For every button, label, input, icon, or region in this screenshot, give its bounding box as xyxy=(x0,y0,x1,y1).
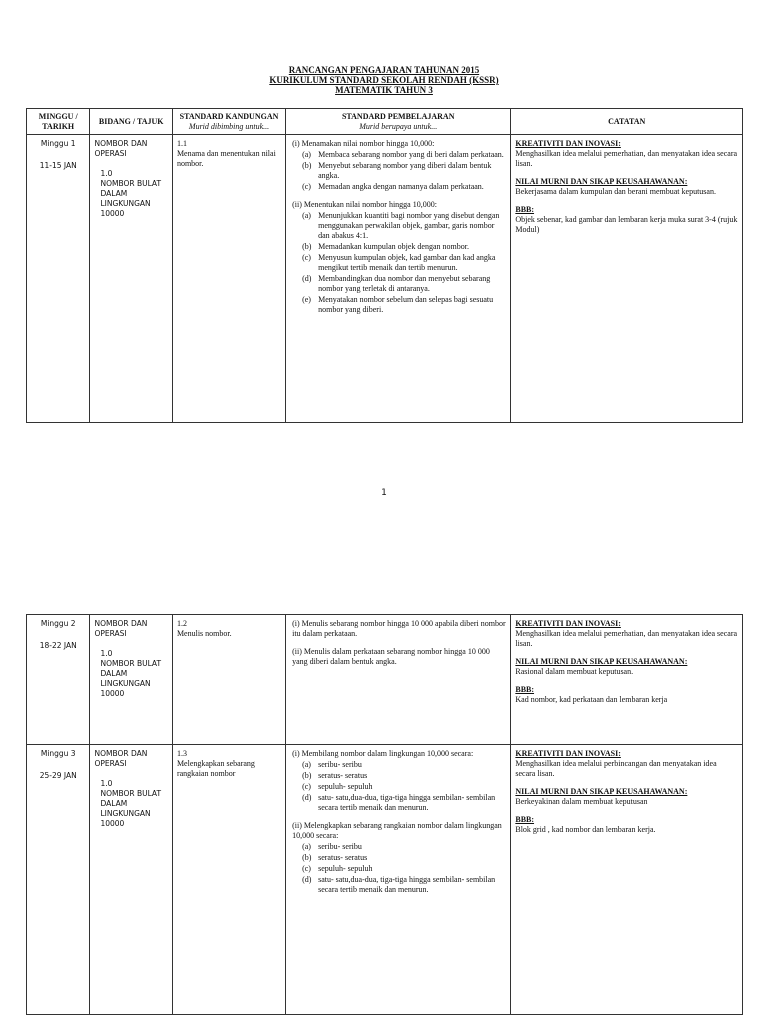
minggu-label: Minggu 2 xyxy=(40,619,76,628)
sp-item-text: Membandingkan dua nombor dan menyebut sebarang nombor yang terletak di antaranya. xyxy=(318,274,491,293)
document-title-block xyxy=(0,65,768,95)
sp-group-heading: (i) Menulis sebarang nombor hingga 10 000 apabila diberi nombor itu dalam perkataan. xyxy=(292,619,506,638)
sp-group xyxy=(290,647,506,667)
bidang-label: NOMBOR DAN OPERASI xyxy=(94,749,148,768)
bidang-label: NOMBOR DAN OPERASI xyxy=(94,139,148,158)
standard-pembelajaran-cell xyxy=(286,615,511,745)
sp-group-heading: (ii) Melengkapkan sebarang rangkaian nombor dalam lingkungan 10,000 secara: xyxy=(292,821,502,840)
sp-item xyxy=(302,782,506,792)
tajuk-block xyxy=(94,169,167,219)
minggu-cell xyxy=(27,745,90,1015)
tajuk-label: NOMBOR BULAT DALAM LINGKUNGAN 10000 xyxy=(100,789,162,828)
sp-item xyxy=(302,771,506,781)
tajuk-code: 1.0 xyxy=(100,779,113,788)
sk-text: Menulis nombor. xyxy=(176,629,232,638)
catatan-heading: KREATIVITI DAN INOVASI: xyxy=(515,619,621,628)
sp-item-text: Membaca sebarang nombor yang di beri dalam perkataan. xyxy=(318,150,504,159)
sp-item xyxy=(302,242,506,252)
minggu-cell xyxy=(27,135,90,423)
header-standard-kandungan: STANDARD KANDUNGAN Murid dibimbing untuk... xyxy=(172,109,285,135)
sp-item-text: seribu- seribu xyxy=(318,842,362,851)
catatan-text: Menghasilkan idea melalui pemerhatian, dan menyatakan idea secara lisan. xyxy=(515,149,738,168)
sp-item xyxy=(302,842,506,852)
sp-item xyxy=(302,253,506,273)
sp-group xyxy=(290,200,506,315)
sp-item-text: sepuluh- sepuluh xyxy=(318,782,373,791)
subject-title: MATEMATIK TAHUN 3 xyxy=(335,85,433,95)
sp-item-text: Menyebut sebarang nombor yang diberi dalam bentuk angka. xyxy=(318,161,492,180)
catatan-text: Berkeyakinan dalam membuat keputusan xyxy=(515,797,648,806)
catatan-heading: BBB: xyxy=(515,685,535,694)
sp-item-text: sepuluh- sepuluh xyxy=(318,864,373,873)
sp-item xyxy=(302,853,506,863)
lesson-plan-table-page-1 xyxy=(26,108,743,423)
tarikh-label: 18-22 JAN xyxy=(39,641,77,650)
catatan-text: Blok grid , kad nombor dan lembaran kerja. xyxy=(515,825,656,834)
standard-pembelajaran-cell xyxy=(286,135,511,423)
standard-pembelajaran-cell xyxy=(286,745,511,1015)
catatan-heading: BBB: xyxy=(515,815,535,824)
table-row xyxy=(27,745,743,1015)
catatan-cell xyxy=(511,745,743,1015)
minggu-label: Minggu 3 xyxy=(40,749,76,758)
sp-item-key: (c) xyxy=(302,864,311,873)
header-catatan: CATATAN xyxy=(511,109,743,135)
sk-text: Menama dan menentukan nilai nombor. xyxy=(176,149,276,168)
sp-item xyxy=(302,211,506,241)
curriculum-title: KURIKULUM STANDARD SEKOLAH RENDAH (KSSR) xyxy=(269,75,499,85)
sp-item xyxy=(302,182,506,192)
sp-item xyxy=(302,150,506,160)
table-header-row xyxy=(27,109,743,135)
sp-item xyxy=(302,875,506,895)
sk-code: 1.1 xyxy=(176,139,187,148)
catatan-text: Bekerjasama dalam kumpulan dan berani membuat keputusan. xyxy=(515,187,716,196)
standard-kandungan-cell xyxy=(172,135,285,423)
sp-item-key: (b) xyxy=(302,242,312,251)
sp-group-heading: (i) Menamakan nilai nombor hingga 10,000: xyxy=(292,139,435,148)
table-row xyxy=(27,135,743,423)
sp-item xyxy=(302,274,506,294)
catatan-heading: NILAI MURNI DAN SIKAP KEUSAHAWANAN: xyxy=(515,787,688,796)
tarikh-label: 25-29 JAN xyxy=(39,771,77,780)
standard-kandungan-cell xyxy=(172,745,285,1015)
sp-item xyxy=(302,295,506,315)
catatan-cell xyxy=(511,615,743,745)
catatan-text: Menghasilkan idea melalui perbincangan dan menyatakan idea secara lisan. xyxy=(515,759,717,778)
sp-item-key: (d) xyxy=(302,793,312,802)
sp-item-text: seratus- seratus xyxy=(318,771,368,780)
sp-group-heading: (i) Membilang nombor dalam lingkungan 10,000 secara: xyxy=(292,749,474,758)
sp-group-heading: (ii) Menentukan nilai nombor hingga 10,000: xyxy=(292,200,437,209)
sp-item-key: (a) xyxy=(302,842,311,851)
table-row xyxy=(27,615,743,745)
sp-item-key: (d) xyxy=(302,875,312,884)
sp-item xyxy=(302,161,506,181)
sp-item-key: (c) xyxy=(302,782,311,791)
tajuk-block xyxy=(94,649,167,699)
sp-item-text: satu- satu,dua-dua, tiga-tiga hingga sembilan- sembilan secara tertib menaik dan menurun. xyxy=(318,875,496,894)
minggu-cell xyxy=(27,615,90,745)
sp-group xyxy=(290,821,506,895)
sp-item-text: Menunjukkan kuantiti bagi nombor yang disebut dengan menggunakan perwakilan objek, gambar, garis nombor dan abakus 4:1. xyxy=(318,211,500,240)
catatan-text: Rasional dalam membuat keputusan. xyxy=(515,667,634,676)
tarikh-label: 11-15 JAN xyxy=(39,161,77,170)
sp-item-text: Memadankan kumpulan objek dengan nombor. xyxy=(318,242,469,251)
tajuk-code: 1.0 xyxy=(100,649,113,658)
tajuk-code: 1.0 xyxy=(100,169,113,178)
sp-item-key: (e) xyxy=(302,295,311,304)
header-bidang: BIDANG / TAJUK xyxy=(90,109,172,135)
catatan-heading: NILAI MURNI DAN SIKAP KEUSAHAWANAN: xyxy=(515,177,688,186)
sp-item-key: (b) xyxy=(302,771,312,780)
sp-item-text: Menyusun kumpulan objek, kad gambar dan kad angka mengikut tertib menaik dan tertib menurun. xyxy=(318,253,496,272)
catatan-text: Objek sebenar, kad gambar dan lembaran kerja muka surat 3-4 (rujuk Modul) xyxy=(515,215,738,234)
catatan-text: Menghasilkan idea melalui pemerhatian, dan menyatakan idea secara lisan. xyxy=(515,629,738,648)
minggu-label: Minggu 1 xyxy=(40,139,76,148)
catatan-text: Kad nombor, kad perkataan dan lembaran kerja xyxy=(515,695,668,704)
lesson-plan-table-page-2 xyxy=(26,614,743,1015)
catatan-heading: KREATIVITI DAN INOVASI: xyxy=(515,139,621,148)
sp-group xyxy=(290,619,506,639)
sp-group-heading: (ii) Menulis dalam perkataan sebarang nombor hingga 10 000 yang diberi dalam bentuk angka. xyxy=(292,647,490,666)
bidang-cell xyxy=(90,135,172,423)
catatan-cell xyxy=(511,135,743,423)
page-number: 1 xyxy=(381,488,387,498)
catatan-heading: NILAI MURNI DAN SIKAP KEUSAHAWANAN: xyxy=(515,657,688,666)
sp-item xyxy=(302,864,506,874)
bidang-cell xyxy=(90,615,172,745)
sk-code: 1.3 xyxy=(176,749,187,758)
catatan-heading: BBB: xyxy=(515,205,535,214)
tajuk-label: NOMBOR BULAT DALAM LINGKUNGAN 10000 xyxy=(100,179,162,218)
bidang-cell xyxy=(90,745,172,1015)
sp-item-text: Menyatakan nombor sebelum dan selepas bagi sesuatu nombor yang diberi. xyxy=(318,295,494,314)
sp-item-key: (d) xyxy=(302,274,312,283)
header-standard-pembelajaran: STANDARD PEMBELAJARAN Murid berupaya untuk... xyxy=(286,109,511,135)
sp-item-text: satu- satu,dua-dua, tiga-tiga hingga sembilan- sembilan secara tertib menaik dan menurun. xyxy=(318,793,496,812)
sp-item xyxy=(302,760,506,770)
standard-kandungan-cell xyxy=(172,615,285,745)
sk-text: Melengkapkan sebarang rangkaian nombor xyxy=(176,759,255,778)
sp-item-text: seribu- seribu xyxy=(318,760,362,769)
sp-item-key: (b) xyxy=(302,161,312,170)
tajuk-label: NOMBOR BULAT DALAM LINGKUNGAN 10000 xyxy=(100,659,162,698)
sp-item-key: (a) xyxy=(302,150,311,159)
sp-item xyxy=(302,793,506,813)
bidang-label: NOMBOR DAN OPERASI xyxy=(94,619,148,638)
sp-item-text: seratus- seratus xyxy=(318,853,368,862)
document-title: RANCANGAN PENGAJARAN TAHUNAN 2015 xyxy=(288,65,480,75)
sk-code: 1.2 xyxy=(176,619,187,628)
sp-item-key: (c) xyxy=(302,253,311,262)
sp-group xyxy=(290,749,506,813)
header-minggu: MINGGU / TARIKH xyxy=(27,109,90,135)
sp-item-key: (a) xyxy=(302,211,311,220)
sp-item-key: (a) xyxy=(302,760,311,769)
tajuk-block xyxy=(94,779,167,829)
sp-item-key: (b) xyxy=(302,853,312,862)
catatan-heading: KREATIVITI DAN INOVASI: xyxy=(515,749,621,758)
sp-item-text: Memadan angka dengan namanya dalam perkataan. xyxy=(318,182,484,191)
sp-item-key: (c) xyxy=(302,182,311,191)
sp-group xyxy=(290,139,506,192)
